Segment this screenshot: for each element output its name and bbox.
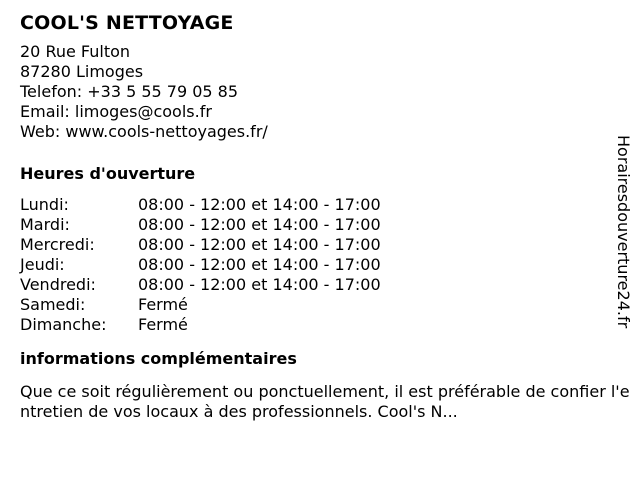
hours-row-tuesday xyxy=(20,215,620,235)
day-label: Lundi: xyxy=(20,195,69,214)
hours-row-friday xyxy=(20,275,620,295)
hours-row-saturday xyxy=(20,295,620,315)
business-name: COOL'S NETTOYAGE xyxy=(20,12,234,34)
address-street: 20 Rue Fulton xyxy=(20,42,131,61)
day-label: Mercredi: xyxy=(20,235,95,254)
additional-info-text: Que ce soit régulièrement ou ponctuellement, il est préférable de confier l'entretien de vos locaux à des professionnels. Cool's N... xyxy=(20,382,630,421)
email-line: Email: limoges@cools.fr xyxy=(20,102,212,121)
site-watermark: Horairesdouverture24.fr xyxy=(614,135,633,329)
day-label: Vendredi: xyxy=(20,275,96,294)
opening-hours-table xyxy=(20,195,620,335)
additional-info-heading: informations complémentaires xyxy=(20,349,297,368)
hours-value: 08:00 - 12:00 et 14:00 - 17:00 xyxy=(138,235,381,254)
day-label: Samedi: xyxy=(20,295,86,314)
hours-row-monday xyxy=(20,195,620,215)
hours-row-sunday xyxy=(20,315,620,335)
hours-value: 08:00 - 12:00 et 14:00 - 17:00 xyxy=(138,255,381,274)
hours-row-thursday xyxy=(20,255,620,275)
hours-value: 08:00 - 12:00 et 14:00 - 17:00 xyxy=(138,275,381,294)
hours-value: Fermé xyxy=(138,315,188,334)
phone-line: Telefon: +33 5 55 79 05 85 xyxy=(20,82,239,101)
day-label: Jeudi: xyxy=(20,255,65,274)
hours-value: 08:00 - 12:00 et 14:00 - 17:00 xyxy=(138,215,381,234)
day-label: Dimanche: xyxy=(20,315,107,334)
hours-row-wednesday xyxy=(20,235,620,255)
opening-hours-heading: Heures d'ouverture xyxy=(20,164,196,183)
hours-value: 08:00 - 12:00 et 14:00 - 17:00 xyxy=(138,195,381,214)
address-city: 87280 Limoges xyxy=(20,62,144,81)
hours-value: Fermé xyxy=(138,295,188,314)
day-label: Mardi: xyxy=(20,215,70,234)
web-line: Web: www.cools-nettoyages.fr/ xyxy=(20,122,268,141)
